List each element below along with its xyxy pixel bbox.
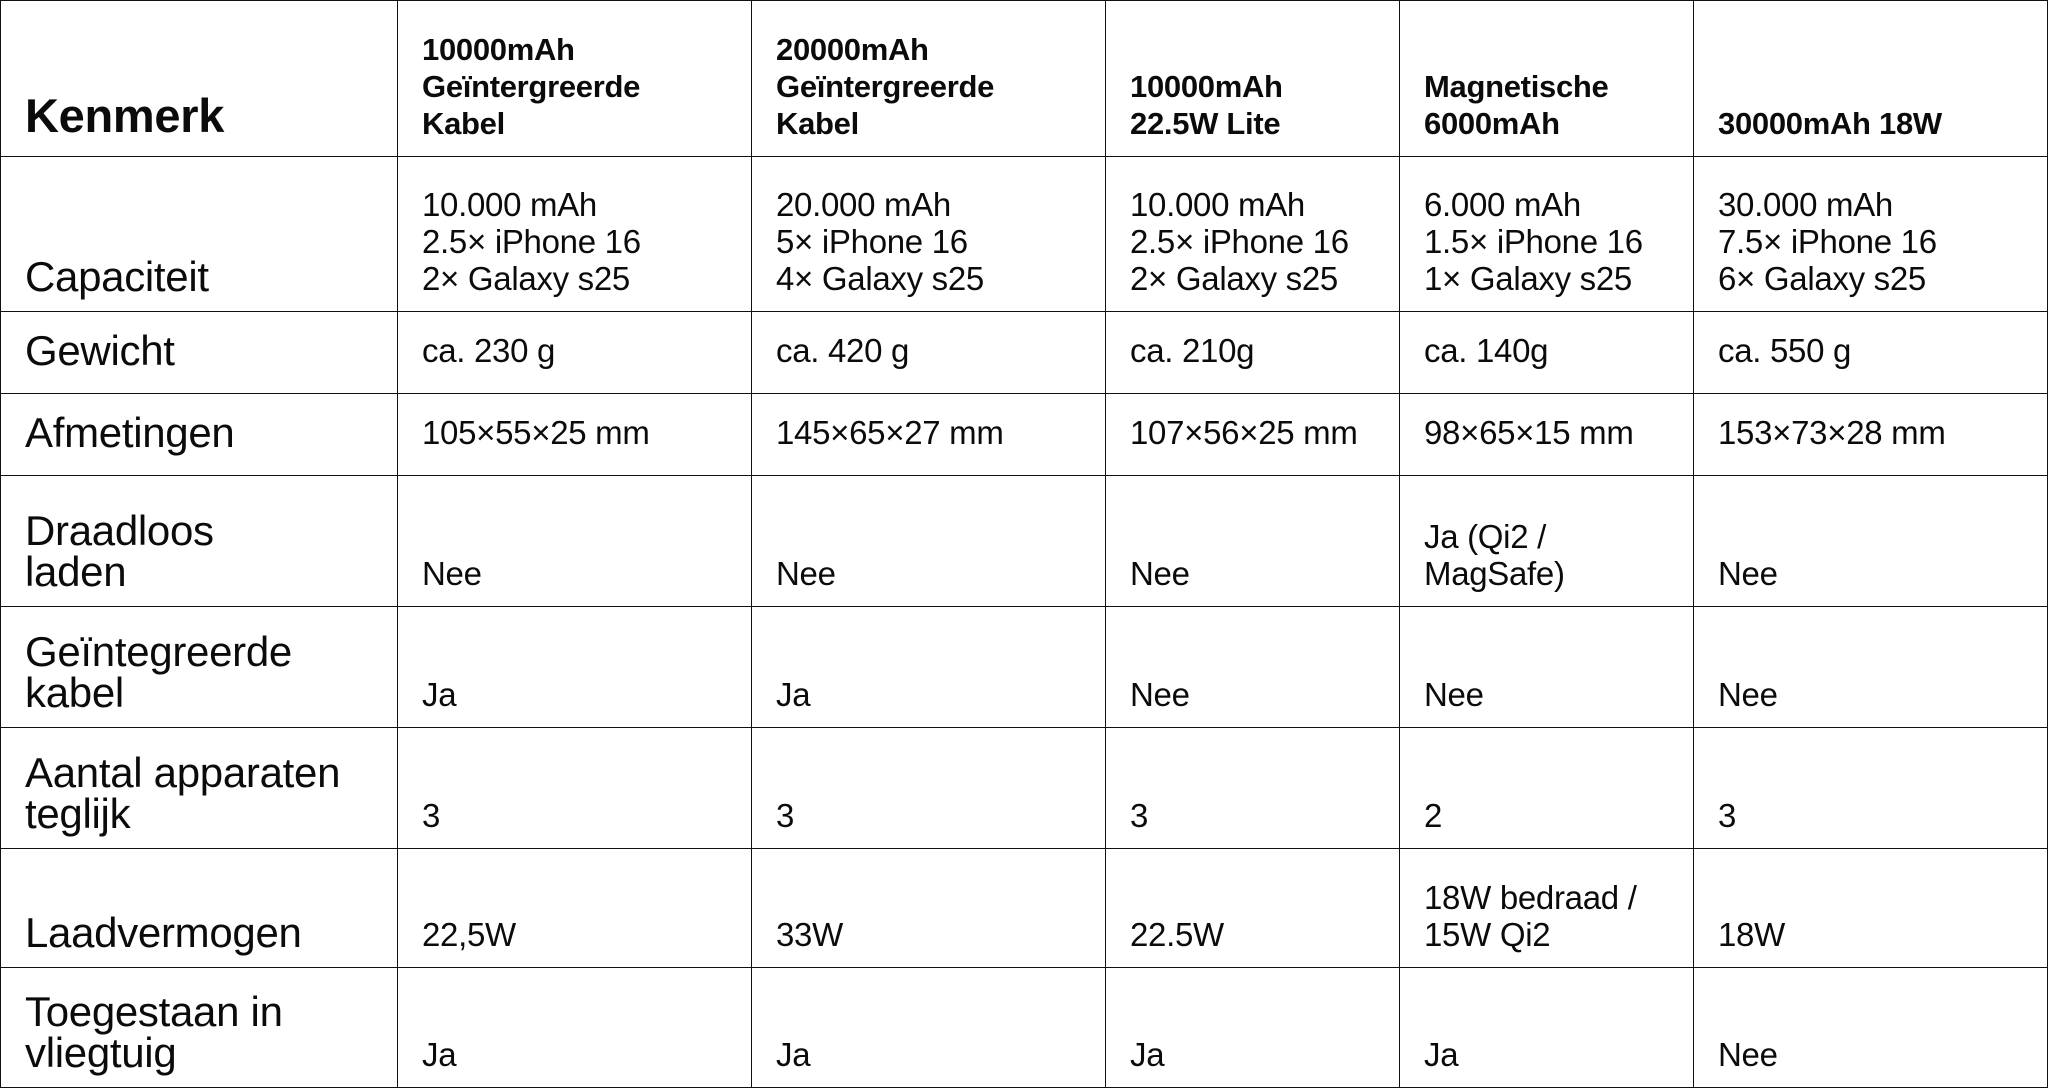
column-header-30000-18w: 30000mAh 18W xyxy=(1694,1,2048,157)
row-label: Capaciteit xyxy=(1,157,398,312)
table-cell: 20.000 mAh 5× iPhone 16 4× Galaxy s25 xyxy=(752,157,1106,312)
table-cell: 107×56×25 mm xyxy=(1106,394,1400,476)
table-cell: 10.000 mAh 2.5× iPhone 16 2× Galaxy s25 xyxy=(398,157,752,312)
table-cell: 3 xyxy=(752,728,1106,849)
table-cell: ca. 230 g xyxy=(398,312,752,394)
column-header-10000-lite: 10000mAh 22.5W Lite xyxy=(1106,1,1400,157)
table-cell: 22,5W xyxy=(398,849,752,968)
row-label: Aantal apparaten teglijk xyxy=(1,728,398,849)
table-row-geintegreerde-kabel xyxy=(1,607,2048,728)
table-cell: 30.000 mAh 7.5× iPhone 16 6× Galaxy s25 xyxy=(1694,157,2048,312)
table-cell: 2 xyxy=(1400,728,1694,849)
table-cell: Nee xyxy=(752,476,1106,607)
table-cell: 153×73×28 mm xyxy=(1694,394,2048,476)
table-cell: ca. 140g xyxy=(1400,312,1694,394)
table-cell: ca. 550 g xyxy=(1694,312,2048,394)
column-header-magnetische-6000: Magnetische 6000mAh xyxy=(1400,1,1694,157)
table-cell: 105×55×25 mm xyxy=(398,394,752,476)
table-cell: Ja xyxy=(1106,968,1400,1088)
row-label: Geïntegreerde kabel xyxy=(1,607,398,728)
table-cell: 18W xyxy=(1694,849,2048,968)
table-cell: 3 xyxy=(1694,728,2048,849)
column-header-10000-kabel: 10000mAh Geïntergreerde Kabel xyxy=(398,1,752,157)
table-cell: Nee xyxy=(1694,476,2048,607)
table-cell: 10.000 mAh 2.5× iPhone 16 2× Galaxy s25 xyxy=(1106,157,1400,312)
table-row-aantal-apparaten xyxy=(1,728,2048,849)
table-header-row xyxy=(1,1,2048,157)
table-cell: Nee xyxy=(1400,607,1694,728)
table-cell: Nee xyxy=(398,476,752,607)
table-cell: ca. 420 g xyxy=(752,312,1106,394)
table-cell: Nee xyxy=(1694,607,2048,728)
table-cell: Ja xyxy=(752,607,1106,728)
table-cell: ca. 210g xyxy=(1106,312,1400,394)
row-label: Laadvermogen xyxy=(1,849,398,968)
table-cell: 3 xyxy=(1106,728,1400,849)
table-cell: Nee xyxy=(1106,607,1400,728)
table-row-draadloos-laden xyxy=(1,476,2048,607)
row-label: Afmetingen xyxy=(1,394,398,476)
table-cell: 33W xyxy=(752,849,1106,968)
table-cell: 145×65×27 mm xyxy=(752,394,1106,476)
table-cell: 22.5W xyxy=(1106,849,1400,968)
table-row-laadvermogen xyxy=(1,849,2048,968)
table-row-gewicht xyxy=(1,312,2048,394)
table-cell: 18W bedraad / 15W Qi2 xyxy=(1400,849,1694,968)
column-header-20000-kabel: 20000mAh Geïntergreerde Kabel xyxy=(752,1,1106,157)
table-cell: Ja xyxy=(398,607,752,728)
column-header-kenmerk: Kenmerk xyxy=(1,1,398,157)
table-cell: Nee xyxy=(1106,476,1400,607)
table-cell: Ja (Qi2 / MagSafe) xyxy=(1400,476,1694,607)
table-cell: Ja xyxy=(398,968,752,1088)
table-cell: 98×65×15 mm xyxy=(1400,394,1694,476)
table-cell: 3 xyxy=(398,728,752,849)
table-row-capaciteit xyxy=(1,157,2048,312)
table-cell: Nee xyxy=(1694,968,2048,1088)
row-label: Draadloos laden xyxy=(1,476,398,607)
row-label: Toegestaan in vliegtuig xyxy=(1,968,398,1088)
row-label: Gewicht xyxy=(1,312,398,394)
table-cell: Ja xyxy=(752,968,1106,1088)
table-row-toegestaan-in-vliegtuig xyxy=(1,968,2048,1088)
table-row-afmetingen xyxy=(1,394,2048,476)
table-cell: 6.000 mAh 1.5× iPhone 16 1× Galaxy s25 xyxy=(1400,157,1694,312)
table-cell: Ja xyxy=(1400,968,1694,1088)
